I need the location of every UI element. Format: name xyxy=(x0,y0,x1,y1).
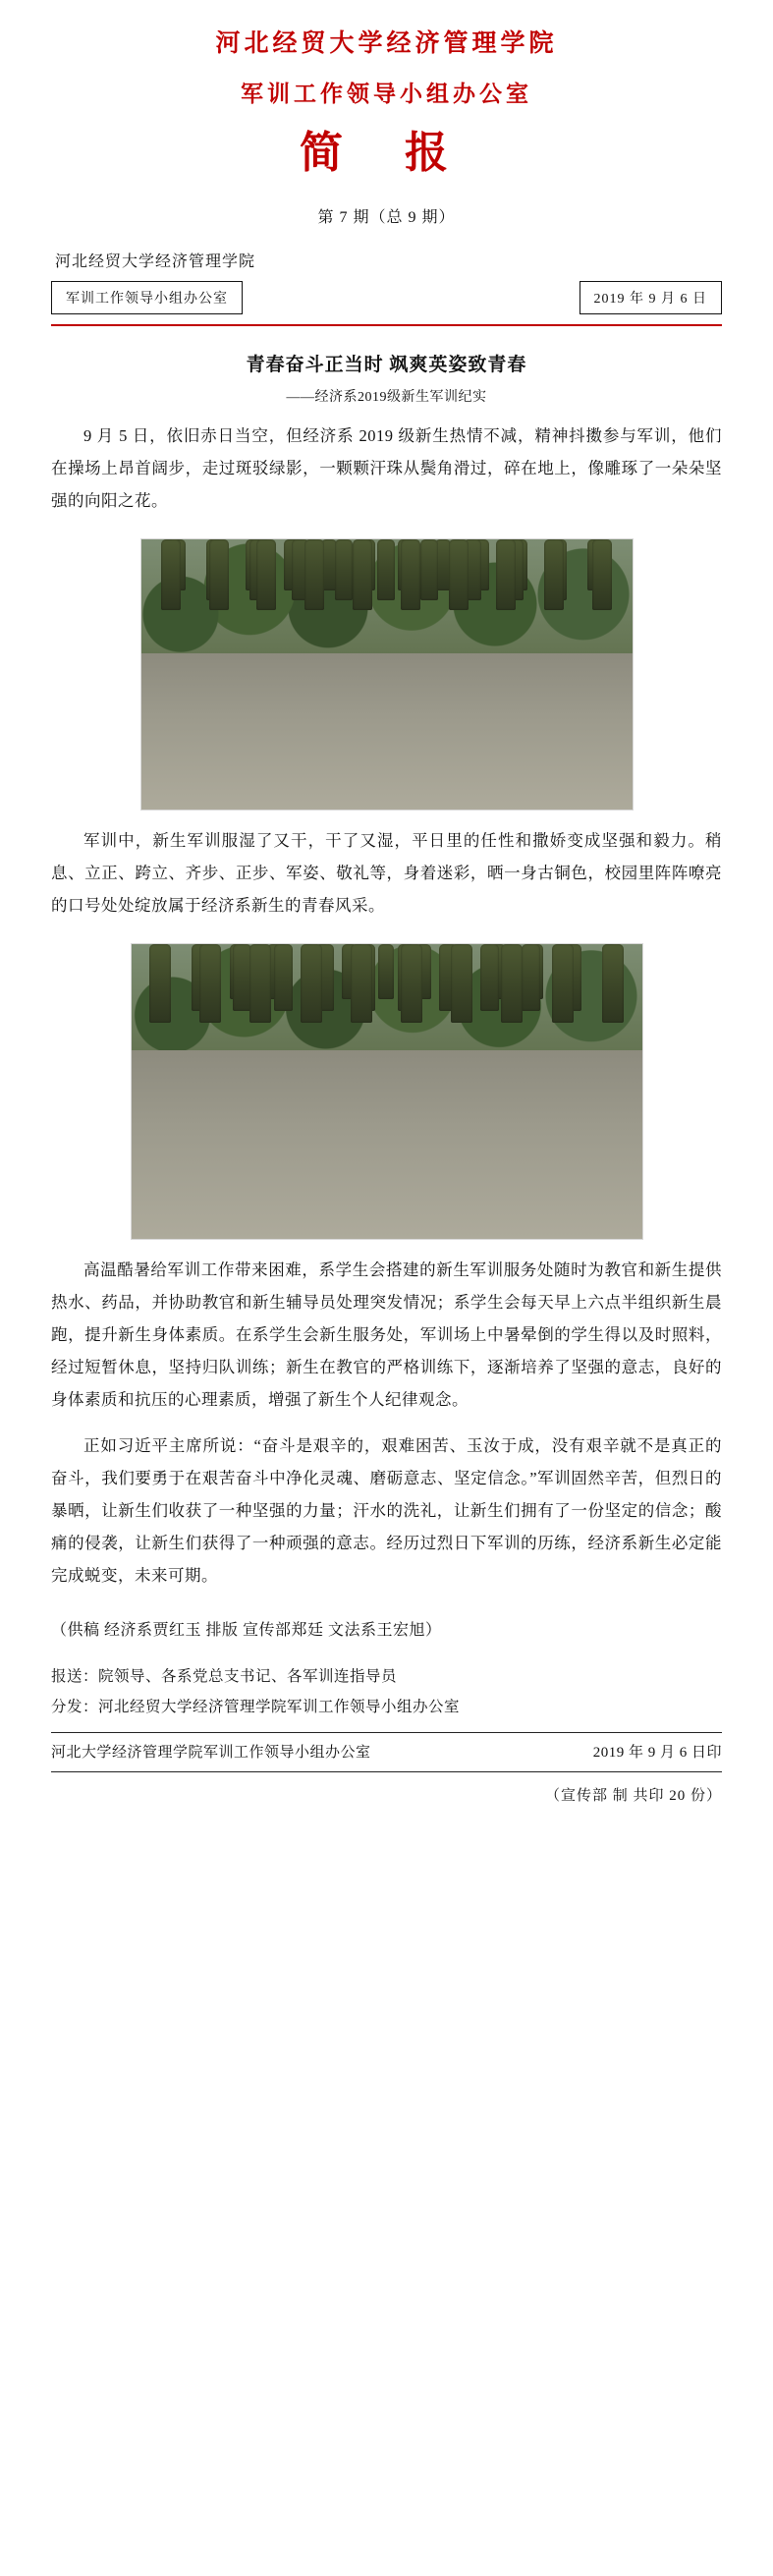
footer-office: 河北大学经济管理学院军训工作领导小组办公室 xyxy=(51,1745,371,1762)
footer-print-info: （宣传部 制 共印 20 份） xyxy=(51,1771,722,1805)
distribution-send-value: 河北经贸大学经济管理学院军训工作领导小组办公室 xyxy=(98,1699,461,1716)
distribution-report xyxy=(51,1661,722,1692)
article-paragraph-4: 正如习近平主席所说：“奋斗是艰辛的，艰难困苦、玉汝于成，没有艰辛就不是真正的奋斗，我们要勇于在艰苦奋斗中净化灵魂、磨砺意志、坚定信念。”军训固然辛苦，但烈日的暴晒，让新生们收获了一种坚强的力量；汗水的洗礼，让新生们拥有了一份坚定的信念；酸痛的侵袭，让新生们获得了一种顽强的意志。经历过烈日下军训的历练，经济系新生必定能完成蜕变，未来可期。 xyxy=(51,1436,722,1586)
distribution-send xyxy=(51,1692,722,1722)
photo-military-training-1 xyxy=(140,538,634,811)
distribution-report-value: 院领导、各系党总支书记、各军训连指导员 xyxy=(98,1668,398,1686)
issue-number: 第 7 期（总 9 期） xyxy=(317,209,456,227)
distribution-send-label: 分发： xyxy=(51,1699,99,1716)
footer-print-date: 2019 年 9 月 6 日印 xyxy=(592,1745,722,1762)
distribution-report-label: 报送： xyxy=(51,1668,99,1686)
masthead xyxy=(51,29,722,179)
article-paragraph-2: 军训中，新生军训服湿了又干，干了又湿，平日里的任性和撒娇变成坚强和毅力。稍息、立正、跨立、齐步、正步、军姿、敬礼等，身着迷彩，晒一身古铜色，校园里阵阵嘹亮的口号处处绽放属于经济系新生的青春风采。 xyxy=(51,831,722,916)
distribution-block xyxy=(51,1661,722,1722)
article-subtitle: ——经济系2019级新生军训纪实 xyxy=(286,390,487,406)
header-divider xyxy=(51,324,722,326)
meta-spacer xyxy=(243,281,580,314)
organization-line: 河北经贸大学经济管理学院 xyxy=(55,253,256,271)
article-credits: （供稿 经济系贾红玉 排版 宣传部郑廷 文法系王宏旭） xyxy=(51,1622,442,1640)
date-box: 2019 年 9 月 6 日 xyxy=(580,281,723,314)
footer-row xyxy=(51,1741,722,1762)
issuer-box: 军训工作领导小组办公室 xyxy=(51,281,243,314)
masthead-office: 军训工作领导小组办公室 xyxy=(241,82,532,106)
meta-row xyxy=(51,281,722,314)
footer-divider-top xyxy=(51,1732,722,1733)
photo-military-training-2 xyxy=(131,943,643,1240)
masthead-title: 简 报 xyxy=(300,128,473,177)
article-paragraph-3: 高温酷暑给军训工作带来困难，系学生会搭建的新生军训服务处随时为教官和新生提供热水、药品，并协助教官和新生辅导员处理突发情况；系学生会每天早上六点半组织新生晨跑，提升新生身体素质。在系学生会新生服务处，军训场上中暑晕倒的学生得以及时照料，经过短暂休息，坚持归队训练；新生在教官的严格训练下，逐渐培养了坚强的意志，良好的身体素质和抗压的心理素质，增强了新生个人纪律观念。 xyxy=(51,1260,722,1410)
article-title: 青春奋斗正当时 飒爽英姿致青春 xyxy=(246,355,527,376)
masthead-institution: 河北经贸大学经济管理学院 xyxy=(215,30,558,57)
article-paragraph-1: 9 月 5 日，依旧赤日当空，但经济系 2019 级新生热情不减，精神抖擞参与军训，他们在操场上昂首阔步，走过斑驳绿影，一颗颗汗珠从鬓角滑过，碎在地上，像雕琢了一朵朵坚强的向阳之花。 xyxy=(51,426,722,511)
